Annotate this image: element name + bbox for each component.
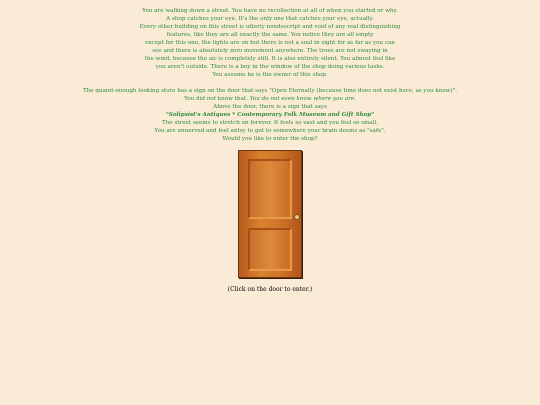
shop-door-link[interactable] — [238, 150, 302, 278]
did-not-prefix: You did — [184, 96, 207, 102]
did-not-emphasis: not — [206, 96, 216, 102]
door-bottom-panel — [248, 228, 292, 271]
above-door-line: Above the door, there is a sign that says — [213, 104, 327, 110]
intro-line: You assume he is the owner of this shop. — [212, 72, 328, 78]
shop-sign-name: "Solipsist's Antiques * Contemporary Folk Museum and Gift Shop" — [165, 112, 375, 118]
did-not-know-line — [0, 95, 540, 103]
paragraph-gap — [0, 79, 540, 87]
closing-line: The street seems to stretch on forever. It feels so vast and you feel so small. — [162, 120, 378, 126]
intro-line: A shop catches your eye. It's the only one that catches your eye, actually. — [166, 16, 374, 22]
door-top-panel — [248, 159, 292, 219]
intro-line: the wind, because the air is completely still. It is also entirely silent. You almost feel like — [144, 56, 396, 62]
door-caption: (Click on the door to enter.) — [227, 286, 313, 293]
did-not-suffix: know that. — [215, 96, 250, 102]
closing-line: You are unnerved and feel antsy to get to somewhere your brain deems as "safe". — [154, 128, 386, 134]
intro-line: Every other building on this street is utterly nondescript and void of any real distinguishing — [139, 24, 401, 30]
intro-line: see and there is absolutely zero movement anywhere. The trees are not swaying in — [152, 48, 388, 54]
closing-line: Would you like to enter the shop? — [222, 136, 318, 142]
story-text — [0, 7, 540, 143]
intro-line: except for this one, the lights are on but there is not a soul in sight for as far as you can — [145, 40, 395, 46]
intro-line: You are walking down a street. You have no recollection at all of when you started or why. — [142, 8, 398, 14]
intro-line: you aren't outside. There is a boy in the window of the shop doing various tasks. — [155, 64, 385, 70]
door-knob-icon — [294, 214, 300, 220]
intro-line: features, like they are all exactly the same. You notice they are all empty — [166, 32, 374, 38]
did-not-aside: You do not even know where you are. — [249, 96, 356, 102]
door-sign-line: The quaint-enough looking store has a sign on the door that says "Open Eternally (because time does not exist here, as you know)". — [82, 88, 458, 94]
